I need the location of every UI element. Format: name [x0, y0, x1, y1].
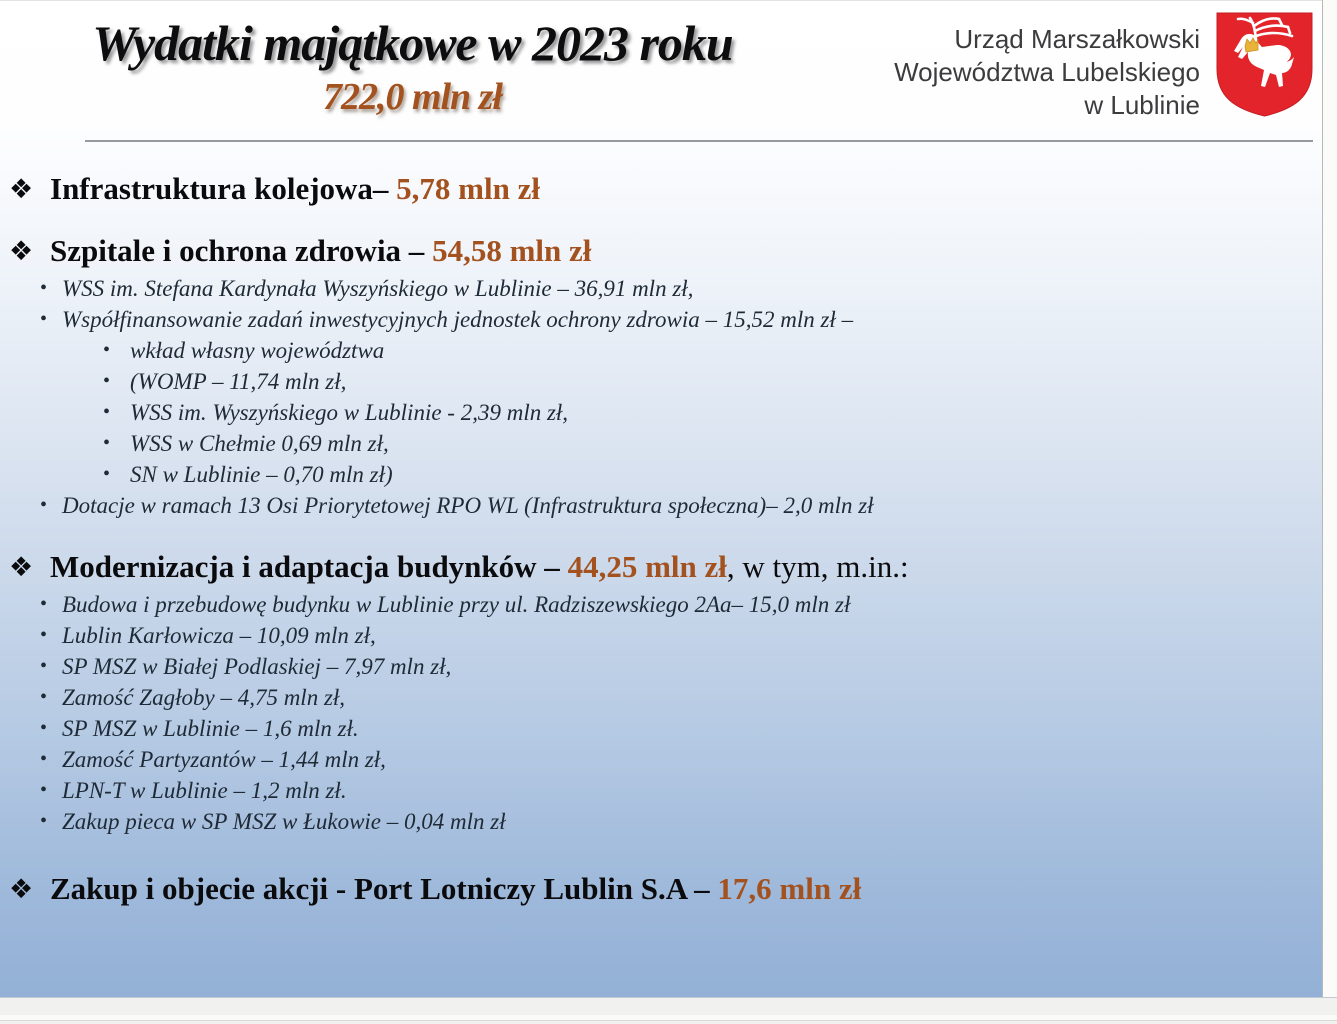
list-item: [0, 335, 1323, 366]
org-line: w Lublinie: [1084, 90, 1200, 120]
bullet-icon: •: [40, 810, 48, 832]
list-item: [0, 682, 1323, 713]
bullet-icon: •: [40, 494, 48, 516]
slide-header: [0, 1, 1323, 142]
section-heading: [0, 231, 1323, 271]
list-item-text: Zamość Partyzantów – 1,44 mln zł,: [62, 747, 386, 772]
list-item: [0, 806, 1323, 837]
list-item: [0, 713, 1323, 744]
section-amount: 5,78 mln zł: [396, 171, 540, 206]
total-amount: 722,0 mln zł: [322, 76, 503, 118]
section-heading: [0, 547, 1323, 587]
list-item-text: Dotacje w ramach 13 Osi Priorytetowej RPO WL (Infrastruktura społeczna)– 2,0 mln zł: [62, 493, 874, 518]
list-item-text: SP MSZ w Białej Podlaskiej – 7,97 mln zł,: [62, 654, 452, 679]
list-item-text: LPN-T w Lublinie – 1,2 mln zł.: [62, 778, 347, 803]
section: [0, 231, 1323, 521]
list-item: [0, 304, 1323, 335]
section-title: Szpitale i ochrona zdrowia –: [50, 233, 433, 268]
section: [0, 169, 1323, 209]
list-item-text: SP MSZ w Lublinie – 1,6 mln zł.: [62, 716, 359, 741]
right-margin-strip: [1322, 0, 1337, 998]
list-item-text: wkład własny województwa: [130, 338, 385, 363]
title-block: [0, 13, 825, 119]
bullet-icon: •: [103, 370, 111, 392]
section: [0, 869, 1323, 909]
bullet-icon: •: [40, 277, 48, 299]
diamond-bullet-icon: ❖: [9, 874, 34, 905]
list-item: [0, 775, 1323, 806]
slide-content: [0, 169, 1323, 909]
bullet-icon: •: [103, 401, 111, 423]
section-amount: 54,58 mln zł: [432, 233, 592, 268]
diamond-bullet-icon: ❖: [9, 174, 34, 205]
section-suffix: , w tym, m.in.:: [726, 549, 909, 584]
list-item: [0, 428, 1323, 459]
bullet-icon: •: [40, 717, 48, 739]
section-items: [0, 589, 1323, 837]
bullet-icon: •: [103, 463, 111, 485]
list-item-text: WSS im. Wyszyńskiego w Lublinie - 2,39 mln zł,: [130, 400, 569, 425]
bullet-icon: •: [40, 748, 48, 770]
list-item: [0, 651, 1323, 682]
list-item: [0, 273, 1323, 304]
org-line: Urząd Marszałkowski: [954, 24, 1200, 54]
bullet-icon: •: [40, 593, 48, 615]
section-items: [0, 273, 1323, 521]
list-item: [0, 744, 1323, 775]
section-heading: [0, 169, 1323, 209]
list-item: [0, 620, 1323, 651]
header-divider: [85, 140, 1313, 142]
list-item: [0, 490, 1323, 521]
list-item-text: WSS im. Stefana Kardynała Wyszyńskiego w Lublinie – 36,91 mln zł,: [62, 276, 694, 301]
section-amount: 17,6 mln zł: [717, 871, 862, 906]
bullet-icon: •: [40, 686, 48, 708]
bullet-icon: •: [40, 308, 48, 330]
bottom-strip-line: [0, 1015, 1337, 1021]
section-title: Zakup i objecie akcji - Port Lotniczy Lublin S.A –: [50, 871, 718, 906]
organization-name: [894, 23, 1200, 122]
list-item-text: SN w Lublinie – 0,70 mln zł): [130, 462, 393, 487]
bottom-margin-strip: [0, 997, 1337, 1024]
section: [0, 547, 1323, 837]
section-title: Modernizacja i adaptacja budynków –: [50, 549, 568, 584]
list-item: [0, 397, 1323, 428]
list-item-text: (WOMP – 11,74 mln zł,: [130, 369, 347, 394]
section-title: Infrastruktura kolejowa–: [50, 171, 397, 206]
bullet-icon: •: [103, 339, 111, 361]
org-line: Województwa Lubelskiego: [894, 57, 1200, 87]
bullet-icon: •: [40, 624, 48, 646]
list-item: [0, 589, 1323, 620]
list-item-text: Współfinansowanie zadań inwestycyjnych jednostek ochrony zdrowia – 15,52 mln zł –: [62, 307, 854, 332]
bullet-icon: •: [103, 432, 111, 454]
diamond-bullet-icon: ❖: [9, 552, 34, 583]
list-item-text: Lublin Karłowicza – 10,09 mln zł,: [62, 623, 376, 648]
list-item-text: WSS w Chełmie 0,69 mln zł,: [130, 431, 389, 456]
list-item-text: Zakup pieca w SP MSZ w Łukowie – 0,04 mln zł: [62, 809, 506, 834]
diamond-bullet-icon: ❖: [9, 236, 34, 267]
list-item-text: Budowa i przebudowę budynku w Lublinie przy ul. Radziszewskiego 2Aa– 15,0 mln zł: [62, 592, 851, 617]
list-item: [0, 459, 1323, 490]
section-amount: 44,25 mln zł: [567, 549, 727, 584]
bullet-icon: •: [40, 779, 48, 801]
list-item-text: Zamość Zagłoby – 4,75 mln zł,: [62, 685, 346, 710]
lublin-coat-of-arms-icon: [1212, 9, 1317, 119]
list-item: [0, 366, 1323, 397]
page-title: Wydatki majątkowe w 2023 roku: [92, 15, 733, 71]
section-heading: [0, 869, 1323, 909]
bullet-icon: •: [40, 655, 48, 677]
